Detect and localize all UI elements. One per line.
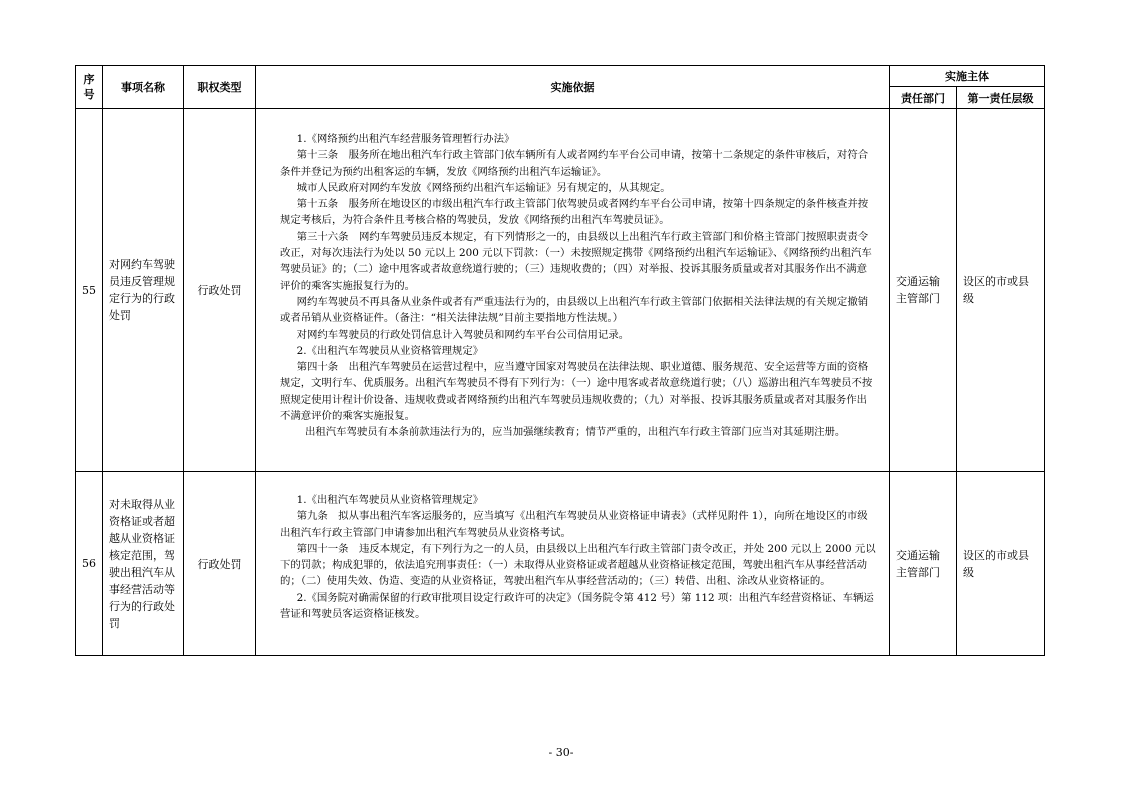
item-name: 对未取得从业资格证或者超越从业资格证核定范围，驾驶出租汽车从事经营活动等行为的行政处罚 bbox=[103, 472, 184, 656]
table-row bbox=[76, 109, 1045, 472]
header-basis: 实施依据 bbox=[256, 66, 890, 109]
header-seq: 序号 bbox=[76, 66, 103, 109]
basis-line: 第九条 拟从事出租汽车客运服务的，应当填写《出租汽车驾驶员从业资格证申请表》（式样见附件 1），向所在地设区的市级出租汽车行政主管部门申请参加出租汽车驾驶员从业资格考试。 bbox=[280, 510, 868, 539]
header-row-1 bbox=[76, 66, 1045, 87]
basis-cell bbox=[256, 109, 890, 472]
row-number: 55 bbox=[76, 109, 103, 472]
power-type: 行政处罚 bbox=[184, 472, 256, 656]
basis-line: 1.《网络预约出租汽车经营服务管理暂行办法》 bbox=[296, 133, 515, 145]
responsible-dept: 交通运输主管部门 bbox=[890, 472, 957, 656]
responsibility-level: 设区的市或县级 bbox=[957, 472, 1045, 656]
header-item-name: 事项名称 bbox=[103, 66, 184, 109]
responsibility-level: 设区的市或县级 bbox=[957, 109, 1045, 472]
basis-line: 1.《出租汽车驾驶员从业资格管理规定》 bbox=[296, 494, 484, 506]
basis-line: 对网约车驾驶员的行政处罚信息计入驾驶员和网约车平台公司信用记录。 bbox=[296, 328, 630, 341]
header-dept: 责任部门 bbox=[890, 87, 957, 109]
basis-line: 网约车驾驶员不再具备从业条件或者有严重违法行为的，由县级以上出租汽车行政主管部门依据相关法律法规的有关规定撤销或者吊销从业资格证件。（备注：“相关法律法规”目前主要指地方性法规。） bbox=[280, 295, 869, 325]
basis-line: 第十三条 服务所在地出租汽车行政主管部门依车辆所有人或者网约车平台公司申请，按第十二条规定的条件审核后，对符合条件并登记为预约出租客运的车辆，发放《网络预约出租汽车运输证》。 bbox=[280, 149, 869, 178]
header-subject: 实施主体 bbox=[890, 66, 1045, 87]
basis-line: 第四十一条 违反本规定，有下列行为之一的人员，由县级以上出租汽车行政主管部门责令改正，并处 200 元以上 2000 元以下的罚款；构成犯罪的，依法追究刑事责任：（一）未取得从业资格证或者超越从业资格证核定范围，驾驶出租汽车从事经营活动的；（二）使用失效、伪造、变造的从业资格证，驾驶出租汽车从事经营活动的；（三）转借、出租、涂改从业资格证的。 bbox=[280, 542, 876, 588]
basis-line: 第四十条 出租汽车驾驶员在运营过程中，应当遵守国家对驾驶员在法律法规、职业道德、服务规范、安全运营等方面的资格规定，文明行车、优质服务。出租汽车驾驶员不得有下列行为：（一）途中甩客或者故意绕道行驶；（八）巡游出租汽车驾驶员不按照规定使用计程计价设备、违规收费或者网络预约出租汽车驾驶员违规收费的；（九）对举报、投诉其服务质量或者对其服务作出不满意评价的乘客实施报复。 bbox=[280, 361, 873, 423]
basis-line: 第十五条 服务所在地设区的市级出租汽车行政主管部门依驾驶员或者网约车平台公司申请，按第十四条规定的条件核查并按规定考核后，为符合条件且考核合格的驾驶员，发放《网络预约出租汽车驾驶员证》。 bbox=[280, 198, 869, 227]
authority-table bbox=[75, 65, 1045, 656]
basis-line: 城市人民政府对网约车发放《网络预约出租汽车运输证》另有规定的，从其规定。 bbox=[296, 181, 671, 194]
table-row bbox=[76, 472, 1045, 656]
item-name: 对网约车驾驶员违反管理规定行为的行政处罚 bbox=[103, 109, 184, 472]
row-number: 56 bbox=[76, 472, 103, 656]
page-number: - 30- bbox=[548, 746, 574, 759]
power-type: 行政处罚 bbox=[184, 109, 256, 472]
responsible-dept: 交通运输主管部门 bbox=[890, 109, 957, 472]
basis-cell bbox=[256, 472, 890, 656]
basis-line: 2.《国务院对确需保留的行政审批项目设定行政许可的决定》（国务院令第 412 号）第 112 项：出租汽车经营资格证、车辆运营证和驾驶员客运资格证核发。 bbox=[280, 591, 874, 621]
header-level: 第一责任层级 bbox=[957, 87, 1045, 109]
basis-line: 2.《出租汽车驾驶员从业资格管理规定》 bbox=[296, 344, 484, 357]
header-power-type: 职权类型 bbox=[184, 66, 256, 109]
basis-line: 出租汽车驾驶员有本条前款违法行为的，应当加强继续教育；情节严重的，出租汽车行政主管部门应当对其延期注册。 bbox=[304, 426, 846, 439]
basis-line: 第三十六条 网约车驾驶员违反本规定，有下列情形之一的，由县级以上出租汽车行政主管部门和价格主管部门按照职责责令改正，对每次违法行为处以 50 元以上 200 元以下罚款：（一）未按照规定携带《网络预约出租汽车运输证》、《网络预约出租汽车驾驶员证》的；（二）途中甩客或者故意绕道行驶的；（三）违规收费的；（四）对举报、投诉其服务质量或者对其服务作出不满意评价的乘客实施报复行为的。 bbox=[280, 230, 872, 292]
